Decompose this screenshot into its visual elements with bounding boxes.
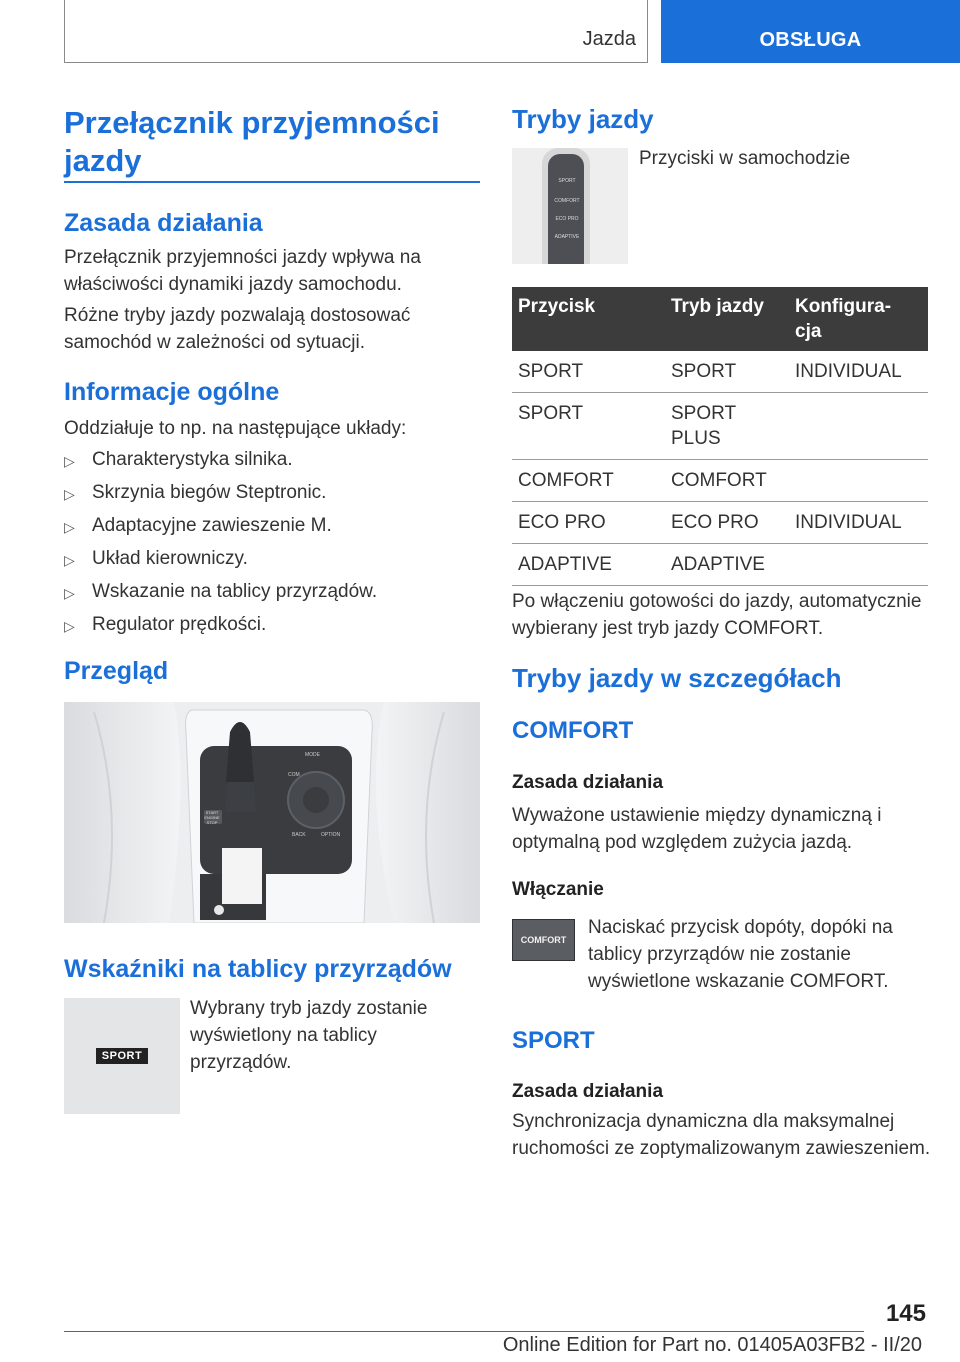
footer-rule bbox=[64, 1331, 864, 1332]
after-table-text: Po włączeniu gotowości do jazdy, automatycznie wybierany jest tryb jazdy COMFORT. bbox=[512, 591, 922, 639]
table-row bbox=[512, 544, 928, 586]
mode-buttons-image bbox=[512, 148, 628, 264]
heading-sport: SPORT bbox=[512, 1027, 595, 1054]
header-frame bbox=[64, 0, 648, 63]
tryby-caption: Przyciski w samochodzie bbox=[639, 148, 851, 169]
list-item: ▷ Skrzynia biegów Steptronic. bbox=[64, 477, 480, 510]
wskazniki-text: Wybrany tryb jazdy zostanie wyświetlony na tablicy przyrządów. bbox=[190, 998, 428, 1073]
comfort-button-image[interactable]: COMFORT bbox=[512, 919, 575, 961]
comfort-zasada-heading: Zasada działania bbox=[512, 772, 664, 793]
header-chapter-tab[interactable]: OBSŁUGA bbox=[661, 0, 960, 63]
heading-info: Informacje ogólne bbox=[64, 378, 280, 406]
comfort-button[interactable]: COMFORT bbox=[554, 198, 580, 204]
center-console-image bbox=[64, 702, 480, 923]
center-console-drawing bbox=[64, 702, 480, 923]
table-cell: ADAPTIVE bbox=[512, 544, 665, 586]
page-title: Przełącznik przyjemności jazdy bbox=[64, 105, 440, 178]
driving-modes-table bbox=[512, 287, 928, 586]
heading-zasada: Zasada działania bbox=[64, 209, 263, 237]
table-cell: SPORT bbox=[512, 393, 665, 460]
table-cell: SPORT PLUS bbox=[665, 393, 789, 460]
button-panel bbox=[548, 154, 584, 264]
sport-zasada-text: Synchronizacja dynamiczna dla maksymalnej ruchomości ze zoptymalizowanym zawieszeniem. bbox=[512, 1111, 931, 1159]
com-button[interactable]: COM bbox=[288, 772, 300, 778]
zasada-paragraph-1: Przełącznik przyjemności jazdy wpływa na właściwości dynamiki jazdy samochodu. bbox=[64, 247, 421, 295]
comfort-wlaczanie-text-top bbox=[588, 914, 932, 995]
eco-pro-button[interactable]: ECO PRO bbox=[555, 216, 579, 222]
table-cell: INDIVIDUAL bbox=[789, 351, 928, 393]
back-button[interactable]: BACK bbox=[292, 832, 306, 838]
heading-przeglad: Przegląd bbox=[64, 657, 169, 685]
page-number: 145 bbox=[885, 1300, 926, 1327]
heading-wskazniki: Wskaźniki na tablicy przyrządów bbox=[64, 955, 452, 983]
table-cell: COMFORT bbox=[512, 460, 665, 502]
info-intro: Oddziałuje to np. na następujące układy: bbox=[64, 418, 407, 439]
table-row bbox=[512, 460, 928, 502]
list-item: ▷ Wskazanie na tablicy przyrządów. bbox=[64, 576, 480, 609]
table-header-row bbox=[512, 287, 928, 351]
header-section: Jazda bbox=[582, 28, 636, 50]
comfort-wlaczanie-text: Naciskać przycisk dopóty, dopóki na tablicy przyrządów nie zostanie wyświetlone wskazanie COMFORT. bbox=[588, 917, 893, 992]
footer-edition: Online Edition for Part no. 01405A03FB2 - II/20 bbox=[502, 1334, 922, 1356]
table-row bbox=[512, 502, 928, 544]
list-item: ▷ Układ kierowniczy. bbox=[64, 543, 480, 576]
column-header: Tryb jazdy bbox=[665, 287, 789, 351]
list-item: ▷ Regulator prędkości. bbox=[64, 609, 480, 642]
table-cell bbox=[789, 393, 928, 460]
triangle-bullet-icon: ▷ bbox=[64, 552, 75, 568]
comfort-zasada-text: Wyważone ustawienie między dynamiczną i optymalną pod względem zużycia jazdą. bbox=[512, 805, 882, 853]
table-cell: ADAPTIVE bbox=[665, 544, 789, 586]
heading-szczegoly: Tryby jazdy w szczegółach bbox=[512, 663, 842, 693]
list-item: ▷ Charakterystyka silnika. bbox=[64, 444, 480, 477]
column-header: Konfigura- cja bbox=[789, 287, 928, 351]
heading-tryby: Tryby jazdy bbox=[512, 104, 654, 134]
table-cell: ECO PRO bbox=[665, 502, 789, 544]
triangle-bullet-icon: ▷ bbox=[64, 453, 75, 469]
table-cell: COMFORT bbox=[665, 460, 789, 502]
adaptive-button[interactable]: ADAPTIVE bbox=[554, 234, 580, 240]
title-rule bbox=[64, 181, 480, 183]
table-row bbox=[512, 351, 928, 393]
triangle-bullet-icon: ▷ bbox=[64, 486, 75, 502]
table-cell: ECO PRO bbox=[512, 502, 665, 544]
comfort-wlaczanie-heading: Włączanie bbox=[512, 879, 604, 900]
cluster-display-image bbox=[64, 998, 180, 1114]
triangle-bullet-icon: ▷ bbox=[64, 618, 75, 634]
zasada-paragraph-2: Różne tryby jazdy pozwalają dostosować samochód w zależności od sytuacji. bbox=[64, 305, 411, 353]
sport-button[interactable]: SPORT bbox=[558, 178, 576, 184]
mode-button[interactable]: MODE bbox=[305, 752, 320, 758]
start-stop-button[interactable]: START ENGINE STOP bbox=[204, 810, 220, 825]
table-cell bbox=[789, 544, 928, 586]
heading-comfort: COMFORT bbox=[512, 717, 634, 744]
column-header: Przycisk bbox=[512, 287, 665, 351]
sport-zasada-heading: Zasada działania bbox=[512, 1081, 664, 1102]
triangle-bullet-icon: ▷ bbox=[64, 519, 75, 535]
triangle-bullet-icon: ▷ bbox=[64, 585, 75, 601]
info-list bbox=[64, 444, 480, 642]
table-cell: SPORT bbox=[665, 351, 789, 393]
list-item: ▷ Adaptacyjne zawieszenie M. bbox=[64, 510, 480, 543]
table-cell: SPORT bbox=[512, 351, 665, 393]
table-row bbox=[512, 393, 928, 460]
table-cell bbox=[789, 460, 928, 502]
sport-indicator-label: SPORT bbox=[96, 1048, 148, 1064]
table-cell: INDIVIDUAL bbox=[789, 502, 928, 544]
option-button[interactable]: OPTION bbox=[321, 832, 341, 838]
